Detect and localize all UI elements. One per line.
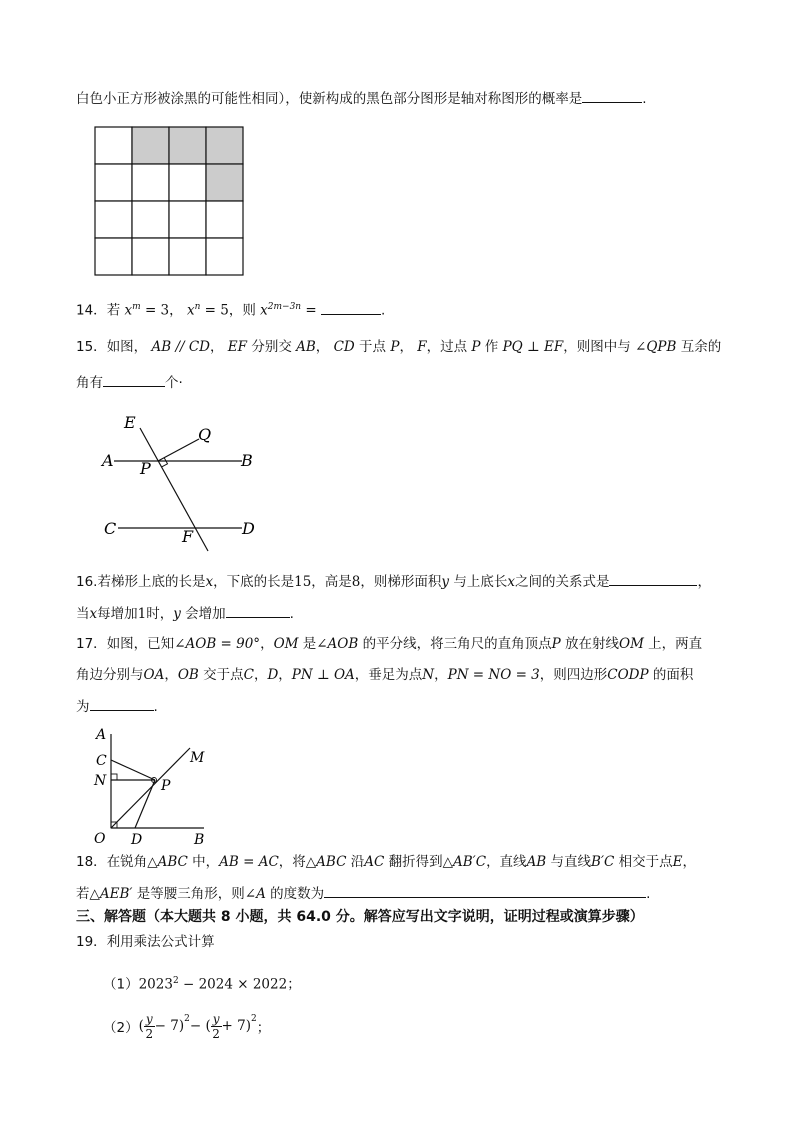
grid-cell	[169, 238, 206, 275]
label-m: M	[190, 750, 205, 766]
q16-line2: 当x每增加1时，y 会增加 .	[76, 603, 294, 624]
q13-line: 白色小正方形被涂黑的可能性相同），使新构成的黑色部分图形是轴对称图形的概率是 .	[76, 88, 647, 109]
q17-line1: 17．如图，已知∠AOB = 90°，OM 是∠AOB 的平分线，将三角尺的直角顶点P 放在射线OM 上，两直	[76, 636, 703, 652]
q15-line2: 角有 个·	[76, 372, 183, 393]
label-o: O	[94, 831, 106, 847]
grid-cell	[95, 164, 132, 201]
q17-figure	[88, 724, 218, 850]
label-p: P	[140, 459, 151, 478]
q14-answer-blank[interactable]	[321, 300, 381, 315]
line-ef	[140, 428, 208, 551]
label-f: F	[182, 527, 194, 546]
label-n: N	[94, 773, 107, 789]
grid-cell	[95, 127, 132, 164]
q17-line3: 为 .	[76, 696, 158, 717]
q13-grid-figure	[94, 126, 244, 276]
q18-line1: 18．在锐角△ABC 中，AB = AC，将△ABC 沿AC 翻折得到△AB′C，直线AB 与直线B′C 相交于点E，	[76, 854, 697, 870]
fraction-y-over-2-second: y 2	[212, 1011, 220, 1041]
grid-cell	[169, 201, 206, 238]
q17-answer-blank[interactable]	[90, 696, 154, 711]
label-c: C	[104, 519, 117, 538]
grid-cells	[95, 127, 243, 275]
grid-cell-shaded	[169, 127, 206, 164]
right-angle-n	[111, 774, 117, 780]
fraction-y-over-2: y 2	[145, 1011, 154, 1041]
q16-line1: 16.若梯形上底的长是x，下底的长是15，高是8，则梯形面积y 与上底长x之间的关系式是 ，	[76, 571, 711, 592]
label-p: P	[161, 778, 171, 794]
label-a: A	[102, 451, 114, 470]
segment-pc	[111, 760, 155, 780]
q16-answer-blank-1[interactable]	[609, 571, 697, 586]
section-3-heading: 三、解答题（本大题共 8 小题，共 64.0 分。解答应写出文字说明，证明过程或演算步骤）	[76, 909, 644, 925]
q16-answer-blank-2[interactable]	[226, 603, 290, 618]
label-d: D	[131, 832, 143, 848]
grid-cell	[132, 238, 169, 275]
q13-text: 白色小正方形被涂黑的可能性相同），使新构成的黑色部分图形是轴对称图形的概率是	[76, 91, 583, 107]
q15-answer-blank[interactable]	[103, 372, 165, 387]
q19-part2: （2） ( y 2 − 7) $^2$ − ( y 2 + 7) $^2$ ；	[103, 1011, 271, 1041]
ray-om	[111, 748, 190, 828]
grid-cell	[95, 201, 132, 238]
grid-cell	[206, 201, 243, 238]
q15-line1: 15．如图， AB // CD， EF 分别交 AB， CD 于点 P， F，过点 P 作 PQ ⊥ EF，则图中与 ∠QPB 互余的	[76, 339, 722, 355]
label-d: D	[242, 519, 255, 538]
label-b: B	[194, 832, 205, 848]
q14-line: 14．若 $x^m = 3$， $x^n = 5$，则 $x^{2m-3n}$ = .	[76, 297, 385, 321]
label-q: Q	[198, 425, 212, 444]
ray-pq	[158, 439, 199, 461]
grid-cell	[95, 238, 132, 275]
grid-cell	[132, 164, 169, 201]
q15-figure	[96, 408, 266, 558]
grid-cell	[132, 201, 169, 238]
grid-cell	[206, 238, 243, 275]
q19-line: 19．利用乘法公式计算	[76, 934, 215, 950]
q19-part1: $(1)2023^2 - 2024 \times 2022$；	[103, 976, 301, 993]
label-c: C	[96, 753, 107, 769]
grid-cell	[169, 164, 206, 201]
label-a: A	[96, 727, 107, 743]
grid-cell-shaded	[206, 164, 243, 201]
grid-cell-shaded	[206, 127, 243, 164]
q18-line2: 若△AEB′ 是等腰三角形，则∠A 的度数为 .	[76, 883, 650, 904]
q18-answer-blank[interactable]	[324, 883, 646, 898]
q13-answer-blank[interactable]	[582, 88, 642, 103]
grid-cell-shaded	[132, 127, 169, 164]
label-e: E	[124, 413, 136, 432]
segment-pd	[135, 780, 155, 828]
label-b: B	[241, 451, 253, 470]
q17-line2: 角边分别与OA，OB 交于点C，D，PN ⊥ OA，垂足为点N，PN = NO = 3，则四边形CODP 的面积	[76, 667, 694, 683]
